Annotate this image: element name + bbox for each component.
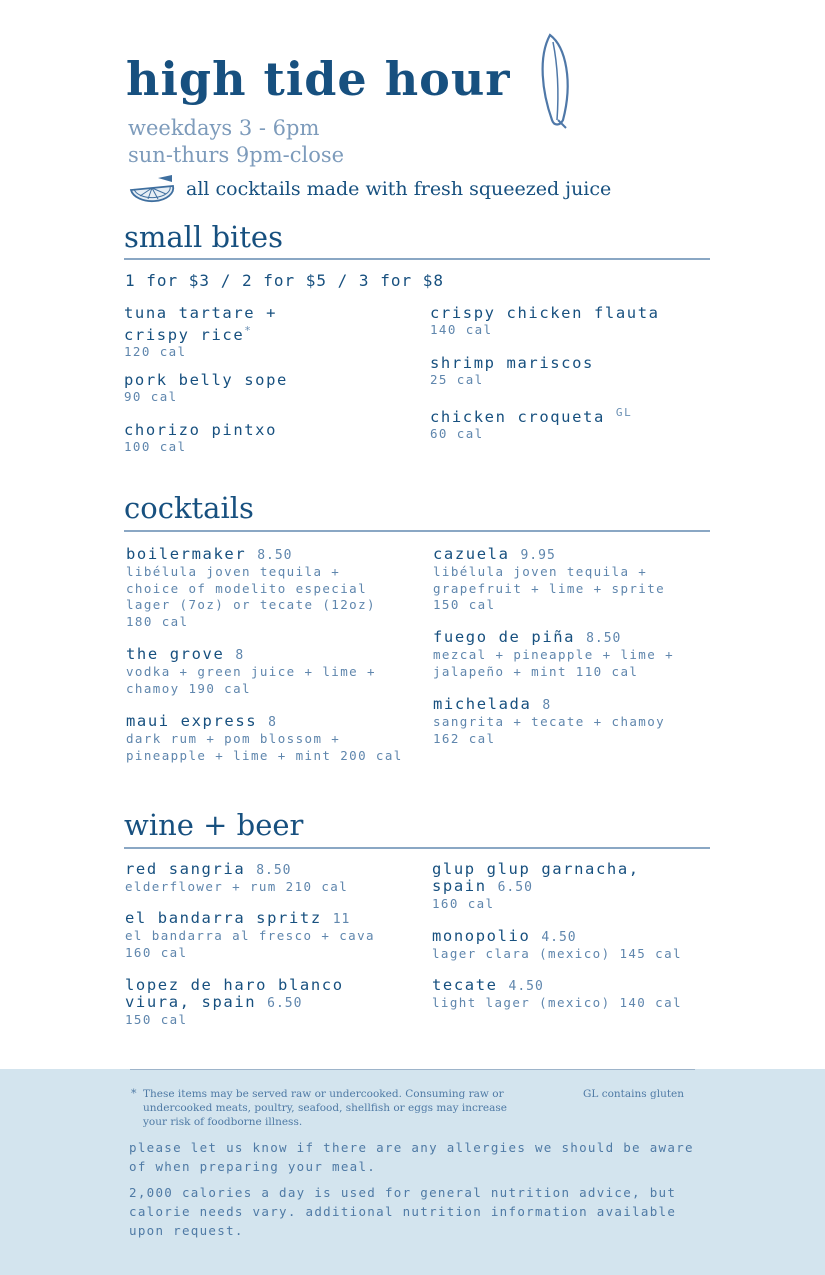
item-name: cazuela	[433, 545, 510, 563]
item-description: lager clara (mexico) 145 cal	[432, 946, 682, 961]
fresh-juice-note: all cocktails made with fresh squeezed juice	[186, 178, 612, 200]
item-name: chicken croqueta $^{GL}$	[430, 406, 633, 427]
menu-item	[124, 372, 424, 406]
footer-divider	[130, 1069, 695, 1070]
item-description: mezcal + pineapple + lime + jalapeño + mint 110 cal	[433, 647, 674, 679]
item-price: 8	[268, 715, 277, 730]
hours-sun-thurs: sun-thurs 9pm-close	[128, 143, 345, 167]
item-name: michelada	[433, 695, 532, 713]
menu-item	[432, 977, 732, 1012]
item-price: 8.50	[257, 548, 293, 563]
section-title-cocktails: cocktails	[124, 491, 254, 525]
item-calories: 100 cal	[124, 439, 187, 454]
menu-item	[124, 305, 424, 361]
section-divider	[124, 258, 710, 260]
section-divider	[124, 530, 710, 532]
item-name: crispy chicken flauta	[430, 304, 660, 322]
item-price: 11	[332, 912, 351, 927]
hours-weekdays: weekdays 3 - 6pm	[128, 116, 320, 140]
item-calories: 140 cal	[430, 322, 493, 337]
menu-item	[430, 305, 730, 339]
item-name: the grove	[126, 645, 225, 663]
section-title-wine-beer: wine + beer	[124, 808, 304, 842]
item-name: tecate	[432, 976, 498, 994]
calorie-note: 2,000 calories a day is used for general nutrition advice, but calorie needs vary. additional nutrition information available upon request.	[129, 1185, 677, 1238]
item-price: 8	[542, 698, 552, 713]
item-name: fuego de piña	[433, 628, 576, 646]
menu-item	[125, 861, 425, 896]
section-divider	[124, 847, 710, 849]
menu-item	[430, 355, 730, 389]
raw-marker: *	[131, 1087, 137, 1100]
item-name: boilermaker	[126, 545, 247, 563]
raw-marker: *	[244, 324, 253, 337]
item-description: 160 cal	[432, 896, 495, 911]
menu-item	[433, 696, 733, 747]
item-price: 6.50	[497, 880, 533, 895]
menu-item	[125, 910, 425, 961]
item-price: 9.95	[520, 548, 556, 563]
menu-item	[433, 629, 733, 680]
item-calories: 90 cal	[124, 389, 178, 404]
item-description: vodka + green juice + lime + chamoy 190 cal	[126, 664, 376, 696]
gluten-legend: GL contains gluten	[583, 1088, 685, 1100]
item-name: shrimp mariscos	[430, 354, 594, 372]
item-calories: 25 cal	[430, 372, 484, 387]
item-calories: 120 cal	[124, 344, 187, 360]
lime-slice-icon	[128, 172, 176, 204]
raw-food-warning: These items may be served raw or undercooked. Consuming raw or undercooked meats, poultry, seafood, shellfish or eggs may increase your risk of foodborne illness.	[143, 1088, 507, 1128]
menu-item	[433, 546, 733, 614]
item-description: light lager (mexico) 140 cal	[432, 995, 682, 1010]
item-name: lopez de haro blanco viura, spain	[125, 976, 344, 1011]
item-description: libélula joven tequila + grapefruit + lime + sprite 150 cal	[433, 564, 666, 612]
item-name: tuna tartare + crispy rice*	[124, 304, 278, 345]
menu-item	[126, 546, 426, 630]
item-name: pork belly sope	[124, 371, 288, 389]
item-description: libélula joven tequila + choice of modelito especial lager (7oz) or tecate (12oz) 180 cal	[126, 564, 376, 629]
menu-item	[432, 928, 732, 963]
menu-item	[430, 404, 730, 443]
section-title-small-bites: small bites	[124, 220, 283, 254]
menu-title: high tide hour	[126, 52, 511, 106]
item-calories: 60 cal	[430, 426, 484, 442]
menu-item	[126, 713, 426, 764]
item-name: chorizo pintxo	[124, 421, 278, 439]
item-description: dark rum + pom blossom + pineapple + lime + mint 200 cal	[126, 731, 403, 763]
small-bites-pricing: 1 for $3 / 2 for $5 / 3 for $8	[125, 271, 444, 290]
item-description: el bandarra al fresco + cava 160 cal	[125, 928, 375, 960]
menu-item	[432, 861, 732, 913]
gluten-marker: GL	[615, 406, 633, 419]
item-price: 8.50	[256, 863, 292, 878]
item-name: monopolio	[432, 927, 531, 945]
item-name: red sangria	[125, 860, 246, 878]
item-name: el bandarra spritz	[125, 909, 322, 927]
item-price: 8.50	[586, 631, 622, 646]
item-price: 8	[235, 648, 245, 663]
allergy-note: please let us know if there are any allergies we should be aware of when preparing your meal.	[129, 1140, 694, 1174]
surfboard-icon	[536, 32, 576, 130]
item-name: maui express	[126, 712, 258, 730]
item-description: elderflower + rum 210 cal	[125, 879, 349, 894]
menu-item	[126, 646, 426, 697]
item-price: 6.50	[267, 996, 303, 1011]
item-description: 150 cal	[125, 1012, 188, 1027]
item-price: 4.50	[541, 930, 577, 945]
item-price: 4.50	[508, 979, 544, 994]
item-name: glup glup garnacha, spain	[432, 860, 640, 895]
item-description: sangrita + tecate + chamoy 162 cal	[433, 714, 666, 746]
menu-item	[125, 977, 425, 1029]
menu-item	[124, 422, 424, 456]
